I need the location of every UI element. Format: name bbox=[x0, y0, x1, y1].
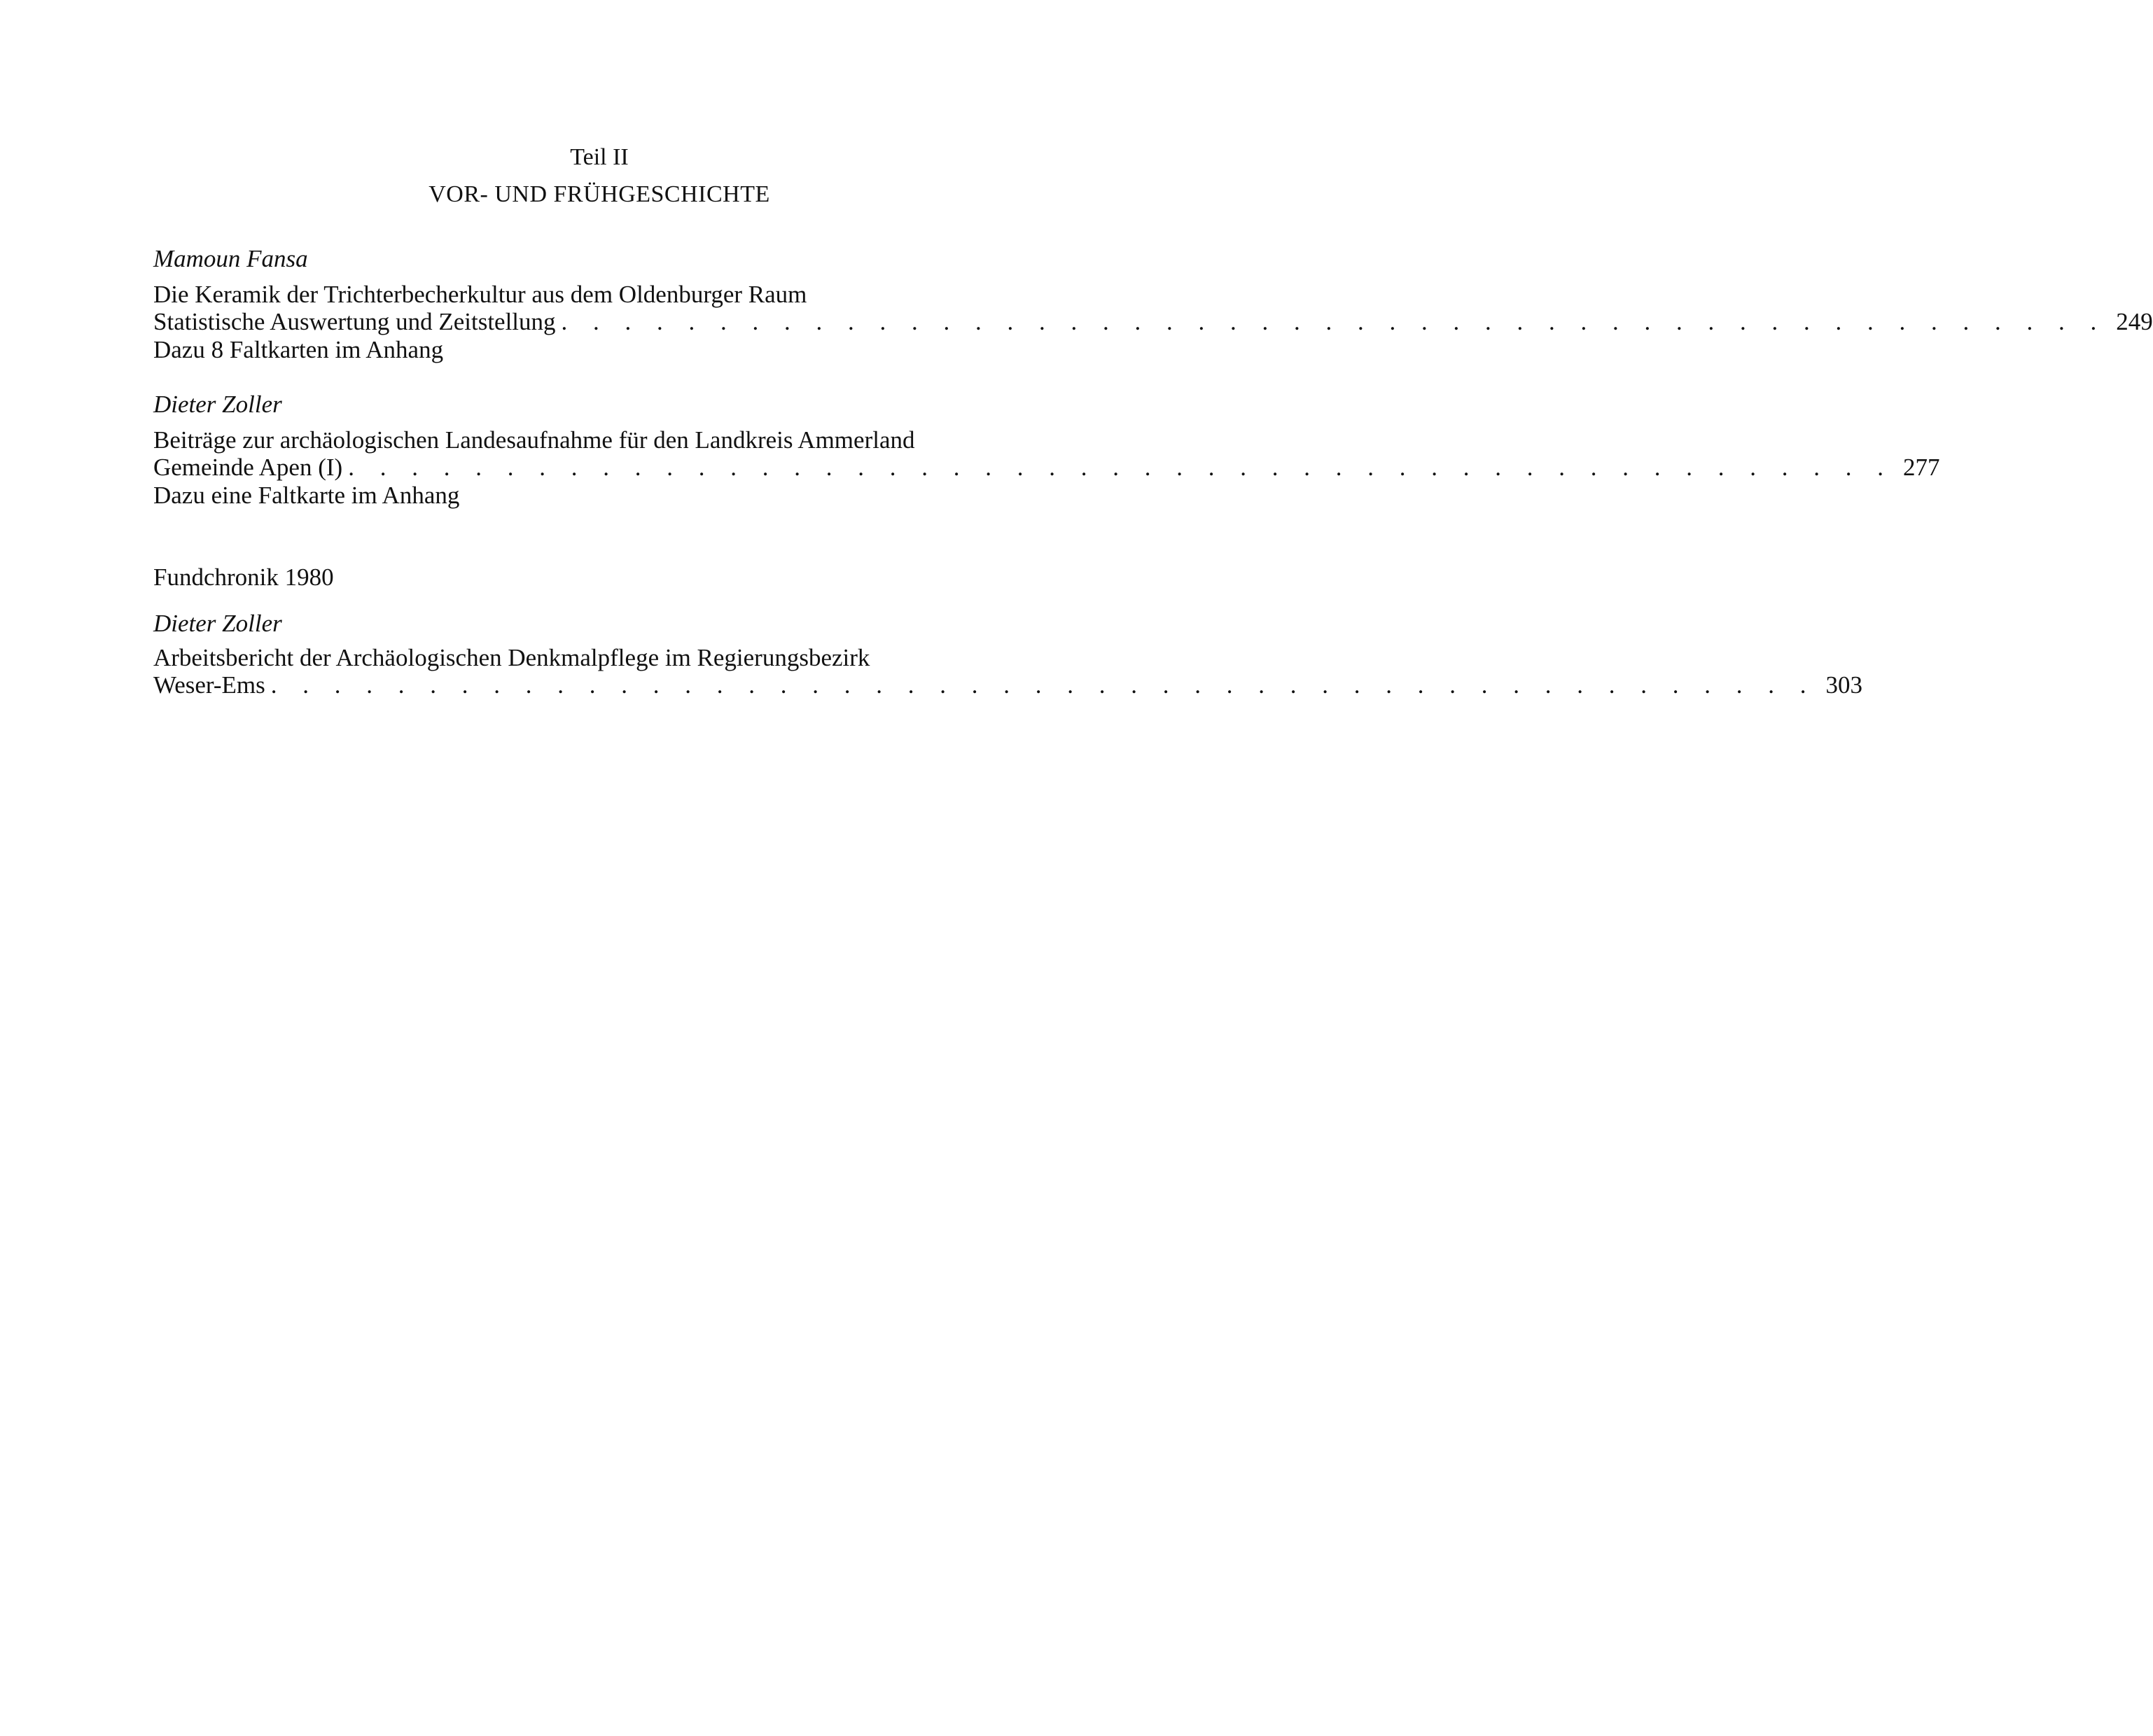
entry-subtitle: Gemeinde Apen (I) bbox=[153, 454, 343, 481]
chronicle-subtitle: Weser-Ems bbox=[153, 671, 265, 699]
entry-subtitle-row bbox=[153, 454, 1940, 482]
entry-subtitle: Statistische Auswertung und Zeitstellung bbox=[153, 308, 556, 335]
part-label: Teil II bbox=[570, 144, 629, 170]
entry-title: Die Keramik der Trichterbecherkultur aus dem Oldenburger Raum bbox=[153, 281, 807, 308]
section-title: VOR- UND FRÜHGESCHICHTE bbox=[428, 181, 770, 207]
entry-note: Dazu 8 Faltkarten im Anhang bbox=[153, 336, 444, 363]
entry-title: Beiträge zur archäologischen Landesaufnahme für den Landkreis Ammerland bbox=[153, 426, 915, 454]
entry-note: Dazu eine Faltkarte im Anhang bbox=[153, 482, 460, 509]
chronicle-author: Dieter Zoller bbox=[153, 610, 282, 637]
entry-subtitle-row bbox=[153, 308, 2153, 336]
page-number: 303 bbox=[1825, 671, 1863, 699]
dot-leader: . . . . . . . . . . . . . . . . . . . . . . . . . . . . . . . . . . . . . . . . . . . . . . . . . bbox=[348, 454, 1893, 481]
chronicle-subtitle-row bbox=[153, 671, 1863, 699]
entry-author: Mamoun Fansa bbox=[153, 245, 308, 272]
dot-leader: . . . . . . . . . . . . . . . . . . . . . . . . . . . . . . . . . . . . . . . . . . . . . . . . . bbox=[270, 671, 1816, 699]
chronicle-heading: Fundchronik 1980 bbox=[153, 564, 334, 591]
chronicle-title: Arbeitsbericht der Archäologischen Denkmalpflege im Regierungsbezirk bbox=[153, 644, 870, 671]
entry-author: Dieter Zoller bbox=[153, 391, 282, 418]
dot-leader: . . . . . . . . . . . . . . . . . . . . . . . . . . . . . . . . . . . . . . . . . . . . . . . . . bbox=[561, 308, 2107, 335]
page-number: 249 bbox=[2116, 308, 2153, 335]
page-number: 277 bbox=[1902, 454, 1940, 481]
